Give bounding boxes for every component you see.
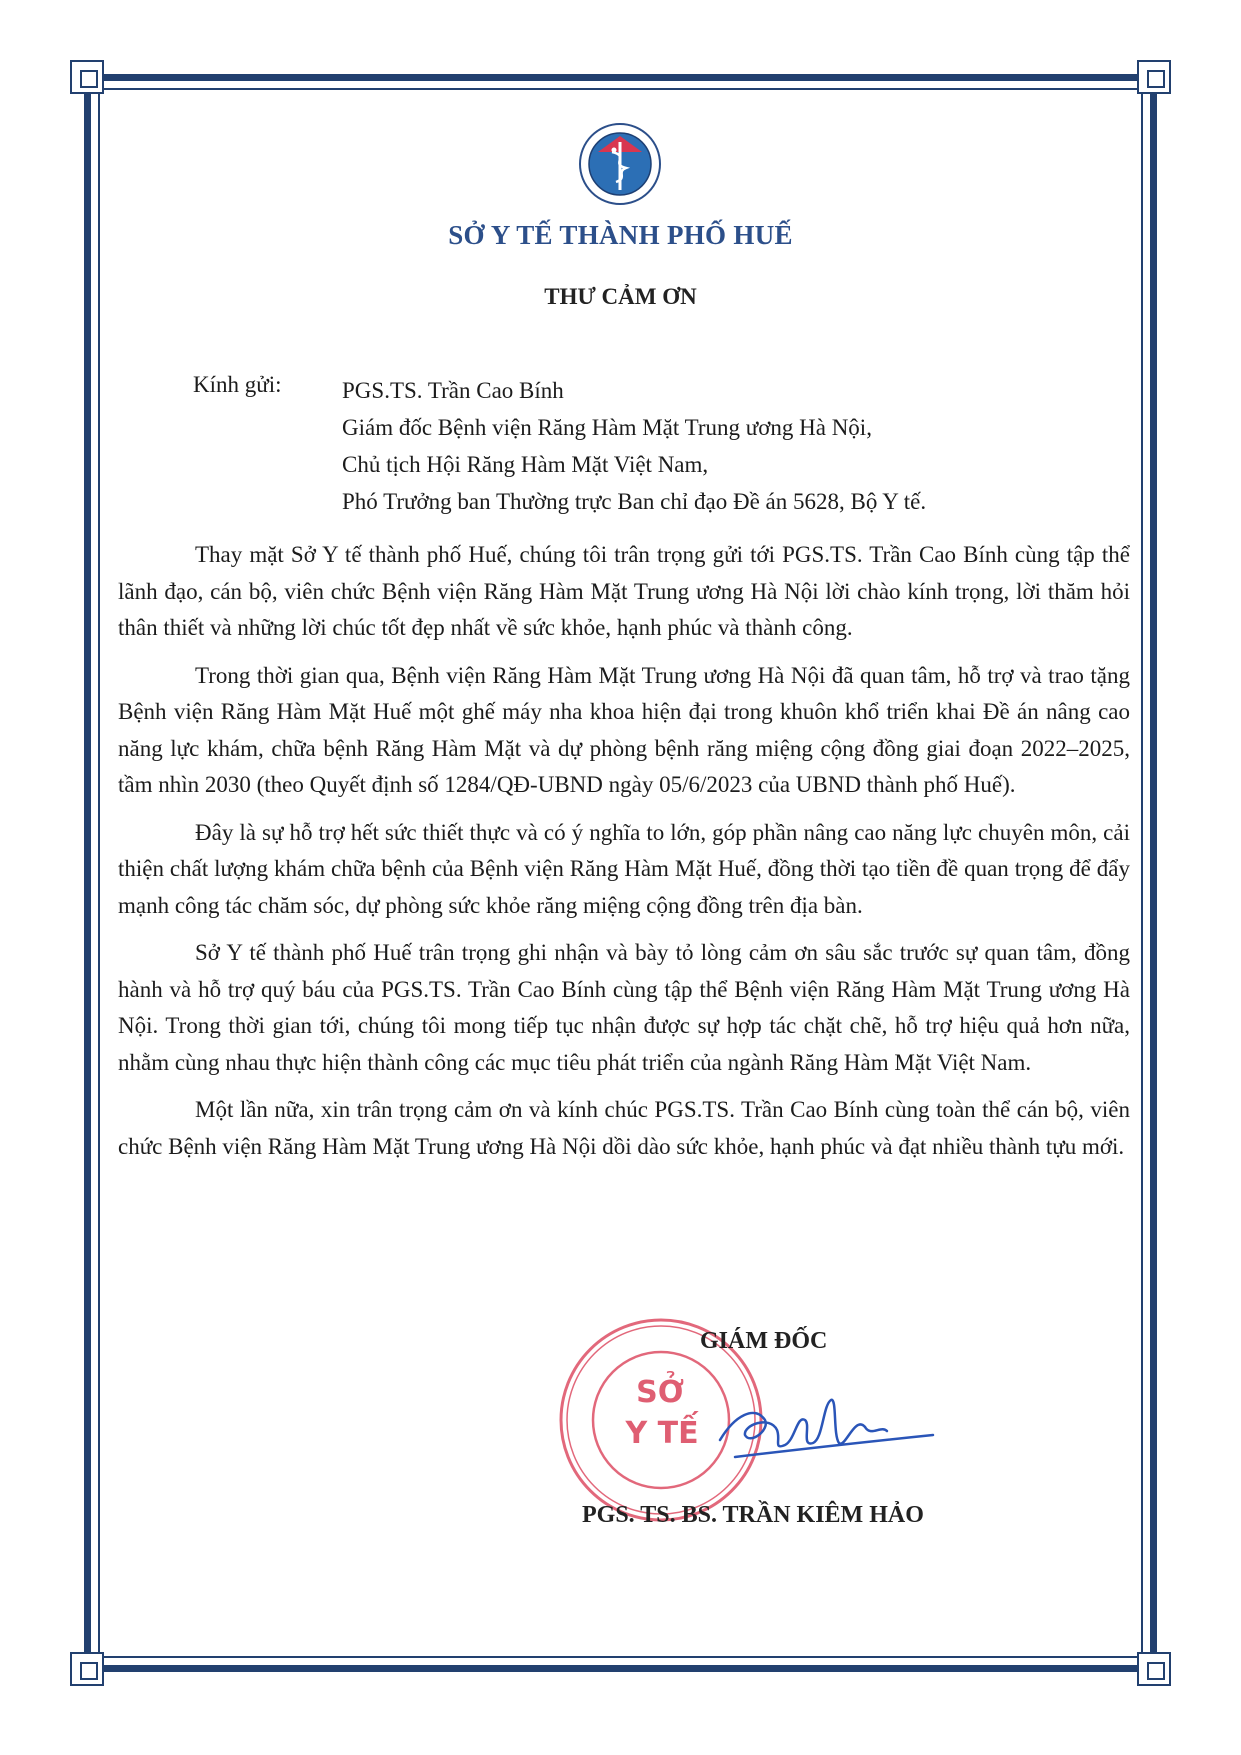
agency-name: SỞ Y TẾ THÀNH PHỐ HUẾ xyxy=(448,220,793,250)
stamp-center-text-1: SỞ xyxy=(636,1375,684,1410)
health-department-logo-icon xyxy=(578,122,662,206)
document-title: THƯ CẢM ƠN xyxy=(544,284,697,309)
signer-title: GIÁM ĐỐC xyxy=(700,1328,828,1354)
border-corner-top-left xyxy=(70,60,104,94)
border-corner-bottom-right xyxy=(1137,1652,1171,1686)
border-corner-bottom-left xyxy=(70,1652,104,1686)
body-paragraph: Trong thời gian qua, Bệnh viện Răng Hàm Mặt Trung ương Hà Nội đã quan tâm, hỗ trợ và trao tặng Bệnh viện Răng Hàm Mặt Huế một ghế máy nha khoa hiện đại trong khuôn khổ triển khai Đề án nâng cao năng lực khám, chữa bệnh Răng Hàm Mặt và dự phòng bệnh răng miệng cộng đồng giai đoạn 2022–2025, tầm nhìn 2030 (theo Quyết định số 1284/QĐ-UBND ngày 05/6/2023 của UBND thành phố Huế). xyxy=(118,662,1130,797)
recipient-name: PGS.TS. Trần Cao Bính xyxy=(342,378,564,403)
handwritten-signature xyxy=(715,1385,940,1485)
letter-body xyxy=(118,537,1130,1176)
body-paragraph: Đây là sự hỗ trợ hết sức thiết thực và có ý nghĩa to lớn, góp phần nâng cao năng lực chuyên môn, cải thiện chất lượng khám chữa bệnh của Bệnh viện Răng Hàm Mặt Huế, đồng thời tạo tiền đề quan trọng để đẩy mạnh công tác chăm sóc, dự phòng sức khỏe răng miệng cộng đồng trên địa bàn. xyxy=(118,819,1130,918)
recipient-label: Kính gửi: xyxy=(193,372,282,397)
body-paragraph: Một lần nữa, xin trân trọng cảm ơn và kính chúc PGS.TS. Trần Cao Bính cùng toàn thể cán bộ, viên chức Bệnh viện Răng Hàm Mặt Trung ương Hà Nội dồi dào sức khỏe, hạnh phúc và đạt nhiều thành tựu mới. xyxy=(118,1097,1130,1159)
body-paragraph: Thay mặt Sở Y tế thành phố Huế, chúng tôi trân trọng gửi tới PGS.TS. Trần Cao Bính cùng tập thể lãnh đạo, cán bộ, viên chức Bệnh viện Răng Hàm Mặt Trung ương Hà Nội lời chào kính trọng, lời thăm hỏi thân thiết và những lời chúc tốt đẹp nhất về sức khỏe, hạnh phúc và thành công. xyxy=(118,542,1130,640)
recipient-position-2: Chủ tịch Hội Răng Hàm Mặt Việt Nam, xyxy=(342,452,709,477)
stamp-center-text-2: Y TẾ xyxy=(625,1416,699,1451)
border-corner-top-right xyxy=(1137,60,1171,94)
recipient-block xyxy=(342,372,1142,520)
body-paragraph: Sở Y tế thành phố Huế trân trọng ghi nhận và bày tỏ lòng cảm ơn sâu sắc trước sự quan tâm, đồng hành và hỗ trợ quý báu của PGS.TS. Trần Cao Bính cùng tập thể Bệnh viện Răng Hàm Mặt Trung ương Hà Nội. Trong thời gian tới, chúng tôi mong tiếp tục nhận được sự hợp tác chặt chẽ, hỗ trợ hiệu quả hơn nữa, nhằm cùng nhau thực hiện thành công các mục tiêu phát triển của ngành Răng Hàm Mặt Việt Nam. xyxy=(118,940,1130,1075)
recipient-position-3: Phó Trưởng ban Thường trực Ban chỉ đạo Đề án 5628, Bộ Y tế. xyxy=(342,489,927,514)
signer-name: PGS. TS. BS. TRẦN KIÊM HẢO xyxy=(582,1502,924,1528)
recipient-position-1: Giám đốc Bệnh viện Răng Hàm Mặt Trung ương Hà Nội, xyxy=(342,415,872,440)
